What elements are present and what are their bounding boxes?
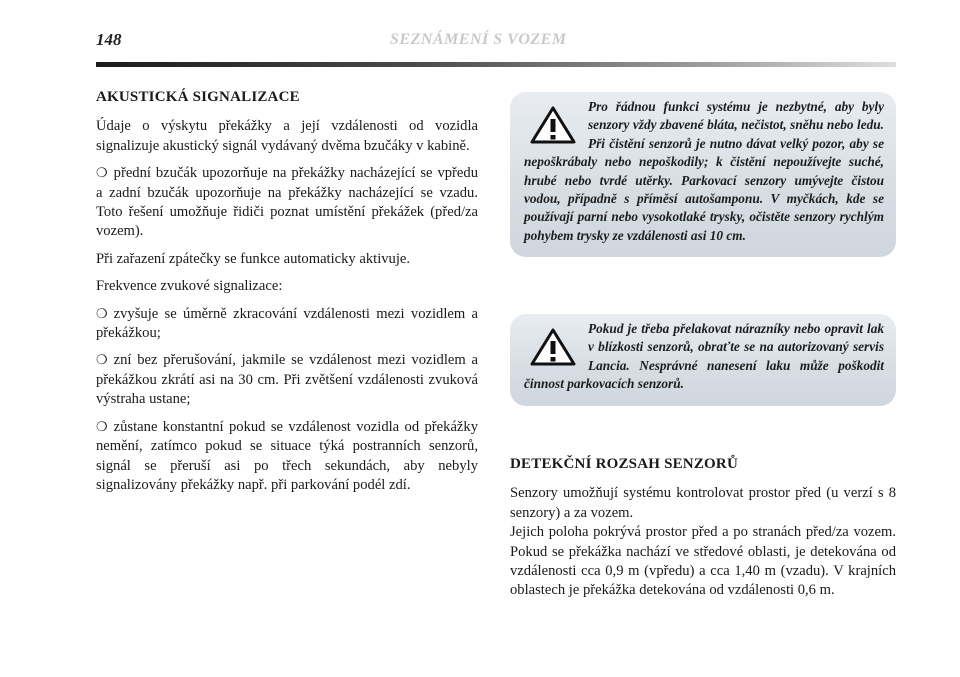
intro-paragraph: Údaje o výskytu překážky a její vzdálenosti od vozidla signalizuje akustický signál vydávaný dvěma bzučáky v kabině.: [96, 118, 478, 154]
page-number: 148: [96, 30, 122, 49]
bullet-item: [96, 418, 478, 496]
bullet-item: [96, 164, 478, 242]
bullet-text: přední bzučák upozorňuje na překážky nacházející se vpředu a zadní bzučák upozorňuje na překážky nacházející se vzadu. Toto řešení umožňuje řidiči poznat umístění překážek (před/za vozem).: [96, 165, 478, 240]
section-heading-range: DETEKČNÍ ROZSAH SENZORŮ: [510, 456, 738, 472]
bullet-icon: ❍: [96, 166, 108, 182]
warning-box-paint: [510, 314, 896, 406]
bullet-icon: ❍: [96, 419, 108, 435]
frequency-label: Frekvence zvukové signalizace:: [96, 278, 283, 295]
bullet-text: zvyšuje se úměrně zkracování vzdálenosti mezi vozidlem a překážkou;: [96, 305, 478, 342]
bullet-icon: ❍: [96, 306, 108, 322]
bullet-text: zní bez přerušování, jakmile se vzdálenost mezi vozidlem a překážkou zkrátí asi na 30 cm. Při zvětšení vzdálenosti zvuková výstraha ustane;: [96, 352, 478, 408]
warning-triangle-icon: [530, 106, 576, 144]
warning-triangle-icon: [530, 328, 576, 366]
range-paragraph-1: Senzory umožňují systému kontrolovat prostor před (u verzí s 8 senzory) a za vozem.: [510, 485, 896, 521]
range-paragraph-2: Jejich poloha pokrývá prostor před a po stranách před/za vozem. Pokud se překážka nachází ve středové oblasti, je detekována od vzdálenosti cca 0,9 m (vpředu) a cca 1,40 m (vzadu). V krajních oblastech je překážka detekována od vzdálenosti 0,6 m.: [510, 524, 896, 599]
warning-box-cleaning: [510, 92, 896, 257]
warning-text-cleaning: Pro řádnou funkci systému je nezbytné, aby byly senzory vždy zbavené bláta, nečistot, sněhu nebo ledu. Při čistění senzorů je nutno dávat velký pozor, aby se nepoškrábaly nebo nepoškodily; k čistění nepoužívejte suché, hrubé nebo tvrdé utěrky. Parkovací senzory umývejte čistou vodou, případně s příměsí autošamponu. V myčkách, kde se používají parní nebo vysokotlaké trysky, očistěte senzory rychlým pohybem trysky ze vzdálenosti asi 10 cm.: [524, 99, 884, 243]
bullet-item: [96, 305, 478, 344]
right-column: [510, 455, 896, 601]
left-column: [96, 88, 478, 503]
bullet-item: [96, 351, 478, 409]
header-rule: [96, 62, 896, 67]
bullet-text: zůstane konstantní pokud se vzdálenost vozidla od překážky nemění, zatímco pokud se situace týká postranních senzorů, signál se přeruší asi po třech sekundách, aby nebyly signalizovány překážky např. při parkování podél zdí.: [96, 418, 478, 493]
running-head: SEZNÁMENÍ S VOZEM: [390, 31, 567, 48]
warning-text-paint: Pokud je třeba přelakovat nárazníky nebo opravit lak v blízkosti senzorů, obraťte se na autorizovaný servis Lancia. Nesprávné nanesení laku může poškodit činnost parkovacích senzorů.: [524, 321, 884, 392]
section-heading-acoustic: AKUSTICKÁ SIGNALIZACE: [96, 89, 300, 105]
activation-paragraph: Při zařazení zpátečky se funkce automaticky aktivuje.: [96, 250, 411, 267]
bullet-icon: ❍: [96, 353, 108, 369]
